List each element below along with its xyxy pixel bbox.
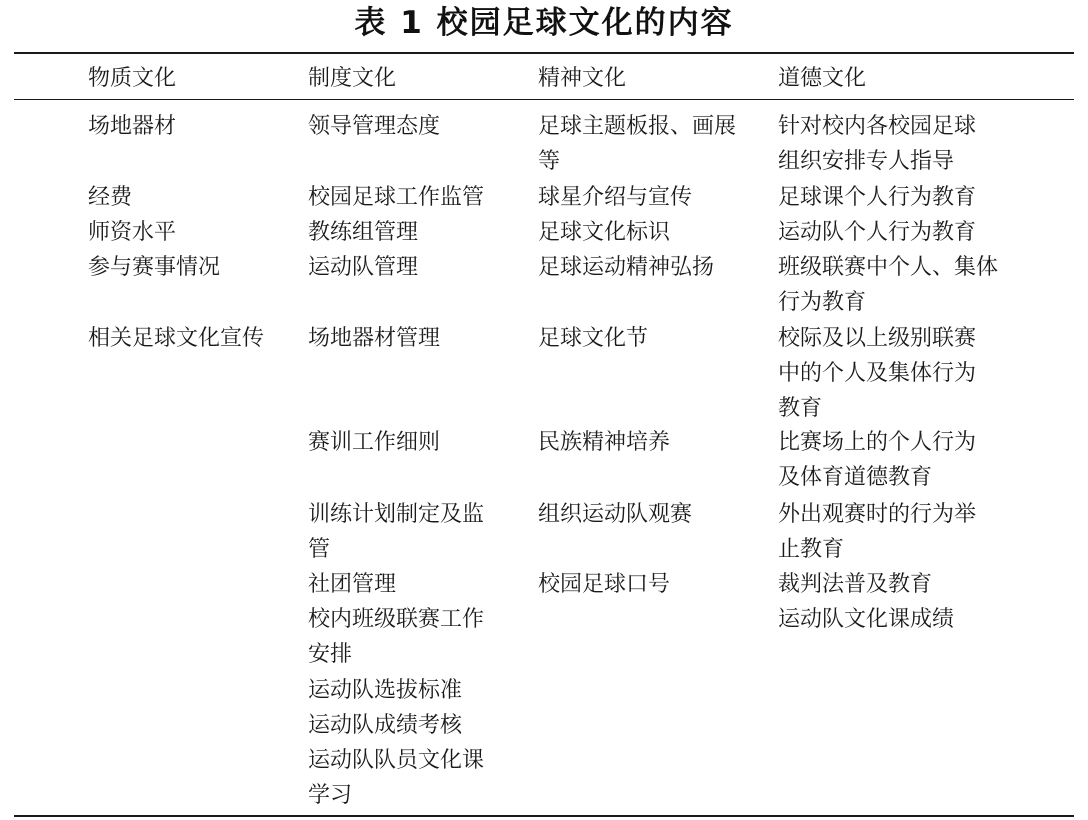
header-rule bbox=[14, 99, 1074, 100]
cell-spirit-5: 足球文化节 bbox=[538, 326, 649, 351]
cell-spirit-8: 校园足球口号 bbox=[538, 572, 671, 597]
cell-moral-7: 外出观赛时的行为举 止教育 bbox=[778, 502, 977, 562]
cell-system-4: 运动队管理 bbox=[308, 255, 419, 280]
cell-system-6: 赛训工作细则 bbox=[308, 430, 441, 455]
cell-material-4: 参与赛事情况 bbox=[88, 255, 221, 280]
cell-system-7: 训练计划制定及监 管 bbox=[308, 502, 485, 562]
cell-spirit-2: 球星介绍与宣传 bbox=[538, 185, 693, 210]
cell-moral-4: 班级联赛中个人、集体 行为教育 bbox=[778, 255, 999, 315]
top-rule bbox=[14, 52, 1074, 54]
cell-material-1: 场地器材 bbox=[88, 114, 177, 139]
cell-system-9: 校内班级联赛工作 安排 bbox=[308, 607, 485, 667]
cell-spirit-1: 足球主题板报、画展 等 bbox=[538, 114, 737, 174]
cell-moral-6: 比赛场上的个人行为 及体育道德教育 bbox=[778, 430, 977, 490]
cell-material-3: 师资水平 bbox=[88, 220, 177, 245]
cell-system-12: 运动队队员文化课 学习 bbox=[308, 748, 485, 808]
cell-moral-8: 裁判法普及教育 bbox=[778, 572, 933, 597]
header-system: 制度文化 bbox=[308, 66, 397, 91]
cell-moral-3: 运动队个人行为教育 bbox=[778, 220, 977, 245]
cell-moral-9: 运动队文化课成绩 bbox=[778, 607, 955, 632]
cell-spirit-6: 民族精神培养 bbox=[538, 430, 671, 455]
bottom-rule bbox=[14, 815, 1074, 817]
cell-system-8: 社团管理 bbox=[308, 572, 397, 597]
cell-system-10: 运动队选拔标准 bbox=[308, 678, 463, 703]
header-material: 物质文化 bbox=[88, 66, 177, 91]
cell-material-5: 相关足球文化宣传 bbox=[88, 326, 265, 351]
cell-spirit-4: 足球运动精神弘扬 bbox=[538, 255, 715, 280]
header-spirit: 精神文化 bbox=[538, 66, 627, 91]
cell-moral-2: 足球课个人行为教育 bbox=[778, 185, 977, 210]
cell-system-11: 运动队成绩考核 bbox=[308, 713, 463, 738]
cell-spirit-3: 足球文化标识 bbox=[538, 220, 671, 245]
cell-system-1: 领导管理态度 bbox=[308, 114, 441, 139]
cell-moral-1: 针对校内各校园足球 组织安排专人指导 bbox=[778, 114, 977, 174]
cell-material-2: 经费 bbox=[88, 185, 133, 210]
cell-system-3: 教练组管理 bbox=[308, 220, 419, 245]
cell-system-2: 校园足球工作监管 bbox=[308, 185, 485, 210]
cell-system-5: 场地器材管理 bbox=[308, 326, 441, 351]
table-title: 表 1 校园足球文化的内容 bbox=[354, 5, 734, 41]
cell-spirit-7: 组织运动队观赛 bbox=[538, 502, 693, 527]
cell-moral-5: 校际及以上级别联赛 中的个人及集体行为 教育 bbox=[778, 326, 977, 421]
header-moral: 道德文化 bbox=[778, 66, 867, 91]
